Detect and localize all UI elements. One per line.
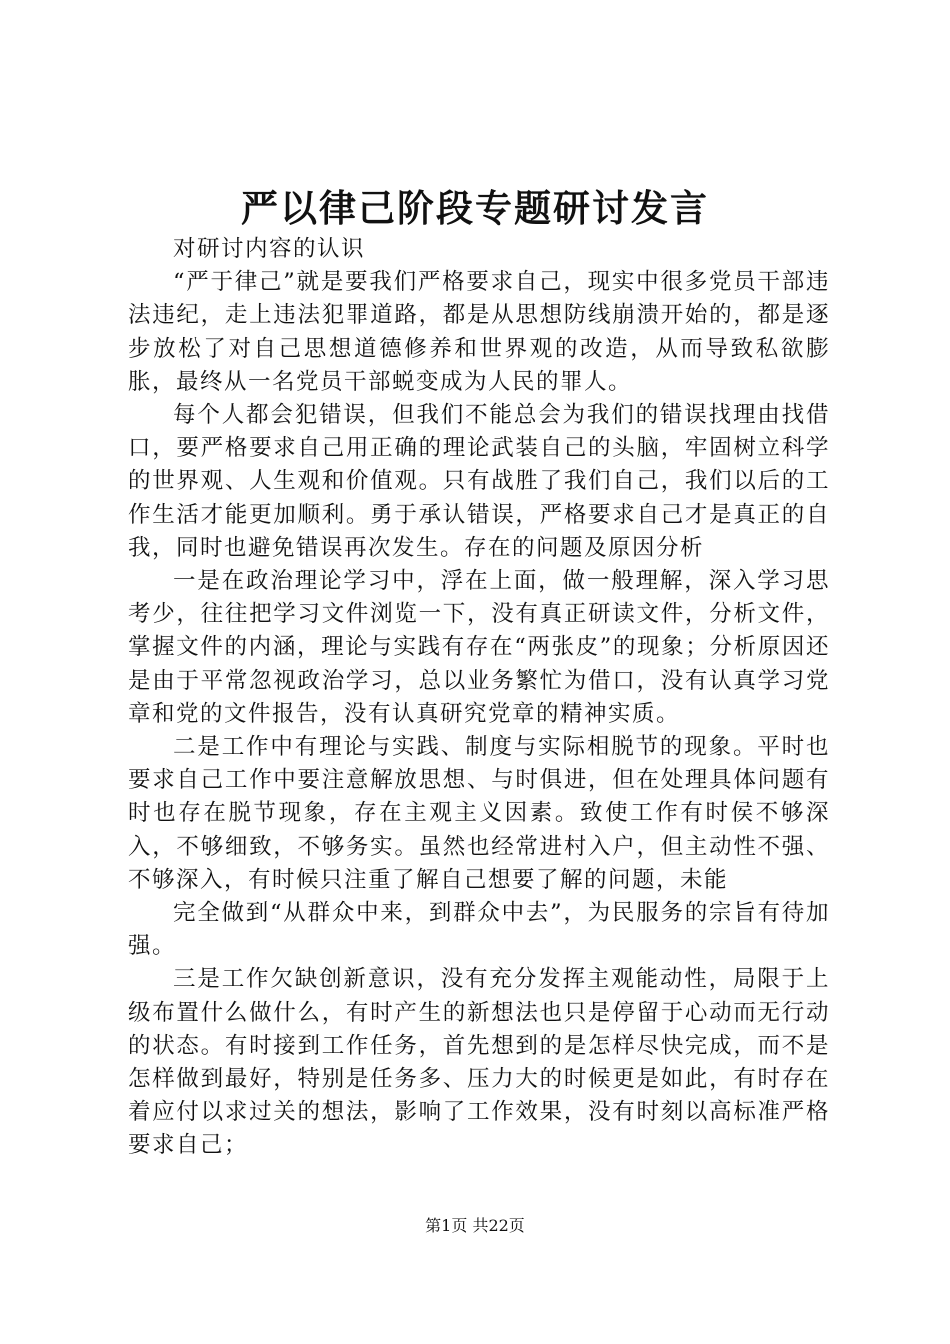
body-paragraph: “严于律己”就是要我们严格要求自己，现实中很多党员干部违法违纪，走上违法犯罪道路，都是从思想防线崩溃开始的，都是逐步放松了对自己思想道德修养和世界观的改造，从而导致私欲膨胀，最终从一名党员干部蜕变成为人民的罪人。 bbox=[128, 269, 830, 395]
page-footer: 第1页 共22页 bbox=[425, 1216, 525, 1235]
body-paragraph: 每个人都会犯错误，但我们不能总会为我们的错误找理由找借口，要严格要求自己用正确的理论武装自己的头脑，牢固树立科学的世界观、人生观和价值观。只有战胜了我们自己，我们以后的工作生活才能更加顺利。勇于承认错误，严格要求自己才是真正的自我，同时也避免错误再次发生。存在的问题及原因分析 bbox=[128, 402, 830, 561]
section-heading: 对研讨内容的认识 bbox=[173, 236, 366, 262]
body-paragraph: 三是工作欠缺创新意识，没有充分发挥主观能动性，局限于上级布置什么做什么，有时产生的新想法也只是停留于心动而无行动的状态。有时接到工作任务，首先想到的是怎样尽快完成，而不是怎样做到最好，特别是任务多、压力大的时候更是如此，有时存在着应付以求过关的想法，影响了工作效果，没有时刻以高标准严格要求自己； bbox=[128, 966, 830, 1159]
document-body bbox=[128, 233, 830, 1163]
body-paragraph: 一是在政治理论学习中，浮在上面，做一般理解，深入学习思考少，往往把学习文件浏览一下，没有真正研读文件，分析文件，掌握文件的内涵，理论与实践有存在“两张皮”的现象；分析原因还是由于平常忽视政治学习，总以业务繁忙为借口，没有认真学习党章和党的文件报告，没有认真研究党章的精神实质。 bbox=[128, 568, 830, 727]
document-title: 严以律己阶段专题研讨发言 bbox=[241, 186, 709, 230]
body-paragraph: 完全做到“从群众中来，到群众中去”，为民服务的宗旨有待加强。 bbox=[128, 900, 830, 960]
body-paragraph: 二是工作中有理论与实践、制度与实际相脱节的现象。平时也要求自己工作中要注意解放思想、与时俱进，但在处理具体问题有时也存在脱节现象，存在主观主义因素。致使工作有时侯不够深入，不够细致，不够务实。虽然也经常进村入户，但主动性不强、不够深入，有时候只注重了解自己想要了解的问题，未能 bbox=[128, 734, 830, 893]
